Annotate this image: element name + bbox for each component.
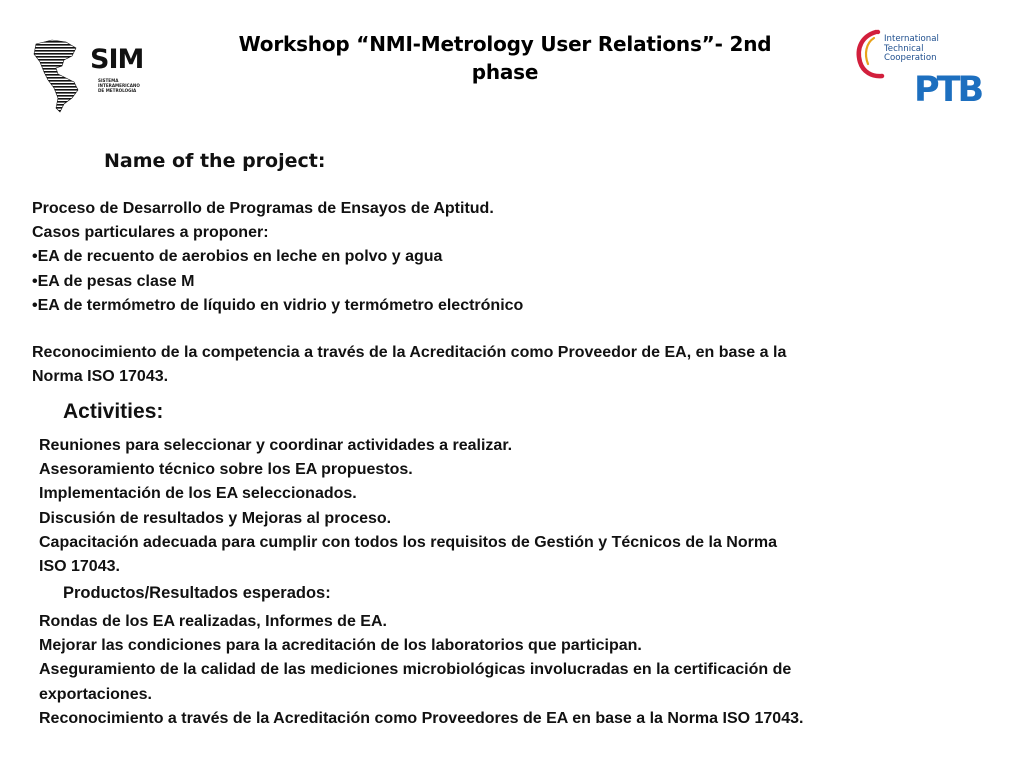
list-item: Aseguramiento de la calidad de las mediciones microbiológicas involucradas en la certificación de [39, 661, 792, 679]
list-item: ISO 17043. [39, 558, 120, 576]
list-item: Norma ISO 17043. [32, 368, 169, 386]
list-item: •EA de recuento de aerobios en leche en polvo y agua [32, 248, 443, 266]
ptb-logo [914, 70, 982, 110]
itc-swoosh-icon [852, 26, 886, 80]
ptb-wordmark: PTB [914, 70, 982, 110]
activities-heading: Activities: [63, 400, 164, 423]
activities-list [39, 434, 777, 579]
sim-logo [32, 34, 142, 114]
page-title: Workshop “NMI-Metrology User Relations”- 2nd phase [238, 32, 772, 84]
products-list [39, 610, 803, 731]
list-item: Rondas de los EA realizadas, Informes de EA. [39, 613, 387, 630]
project-heading: Name of the project: [104, 150, 326, 172]
list-item: Mejorar las condiciones para la acreditación de los laboratorios que participan. [39, 637, 642, 655]
list-item: •EA de termómetro de líquido en vidrio y termómetro electrónico [32, 296, 524, 314]
list-item: Implementación de los EA seleccionados. [39, 485, 357, 503]
sim-subtitle: SISTEMA INTERAMERICANO DE METROLOGIA [98, 79, 140, 94]
products-heading: Productos/Resultados esperados: [63, 584, 331, 602]
list-item: exportaciones. [39, 685, 152, 703]
list-item: Reconocimiento de la competencia a través de la Acreditación como Proveedor de EA, en base a la [32, 344, 787, 361]
sim-letters: SIM [90, 44, 144, 75]
list-item: Reconocimiento a través de la Acreditación como Proveedores de EA en base a la Norma ISO 17043. [39, 709, 804, 727]
list-item: Proceso de Desarrollo de Programas de Ensayos de Aptitud. [32, 200, 494, 217]
list-item: Reuniones para seleccionar y coordinar actividades a realizar. [39, 437, 513, 454]
list-item: Discusión de resultados y Mejoras al proceso. [39, 509, 392, 527]
project-description [32, 197, 523, 318]
list-item: Capacitación adecuada para cumplir con todos los requisitos de Gestión y Técnicos de la Norma [39, 533, 777, 551]
itc-text: International Technical Cooperation [884, 34, 939, 64]
project-recognition [32, 341, 786, 389]
list-item: •EA de pesas clase M [32, 272, 195, 290]
list-item: Asesoramiento técnico sobre los EA propuestos. [39, 461, 413, 479]
list-item: Casos particulares a proponer: [32, 224, 269, 242]
